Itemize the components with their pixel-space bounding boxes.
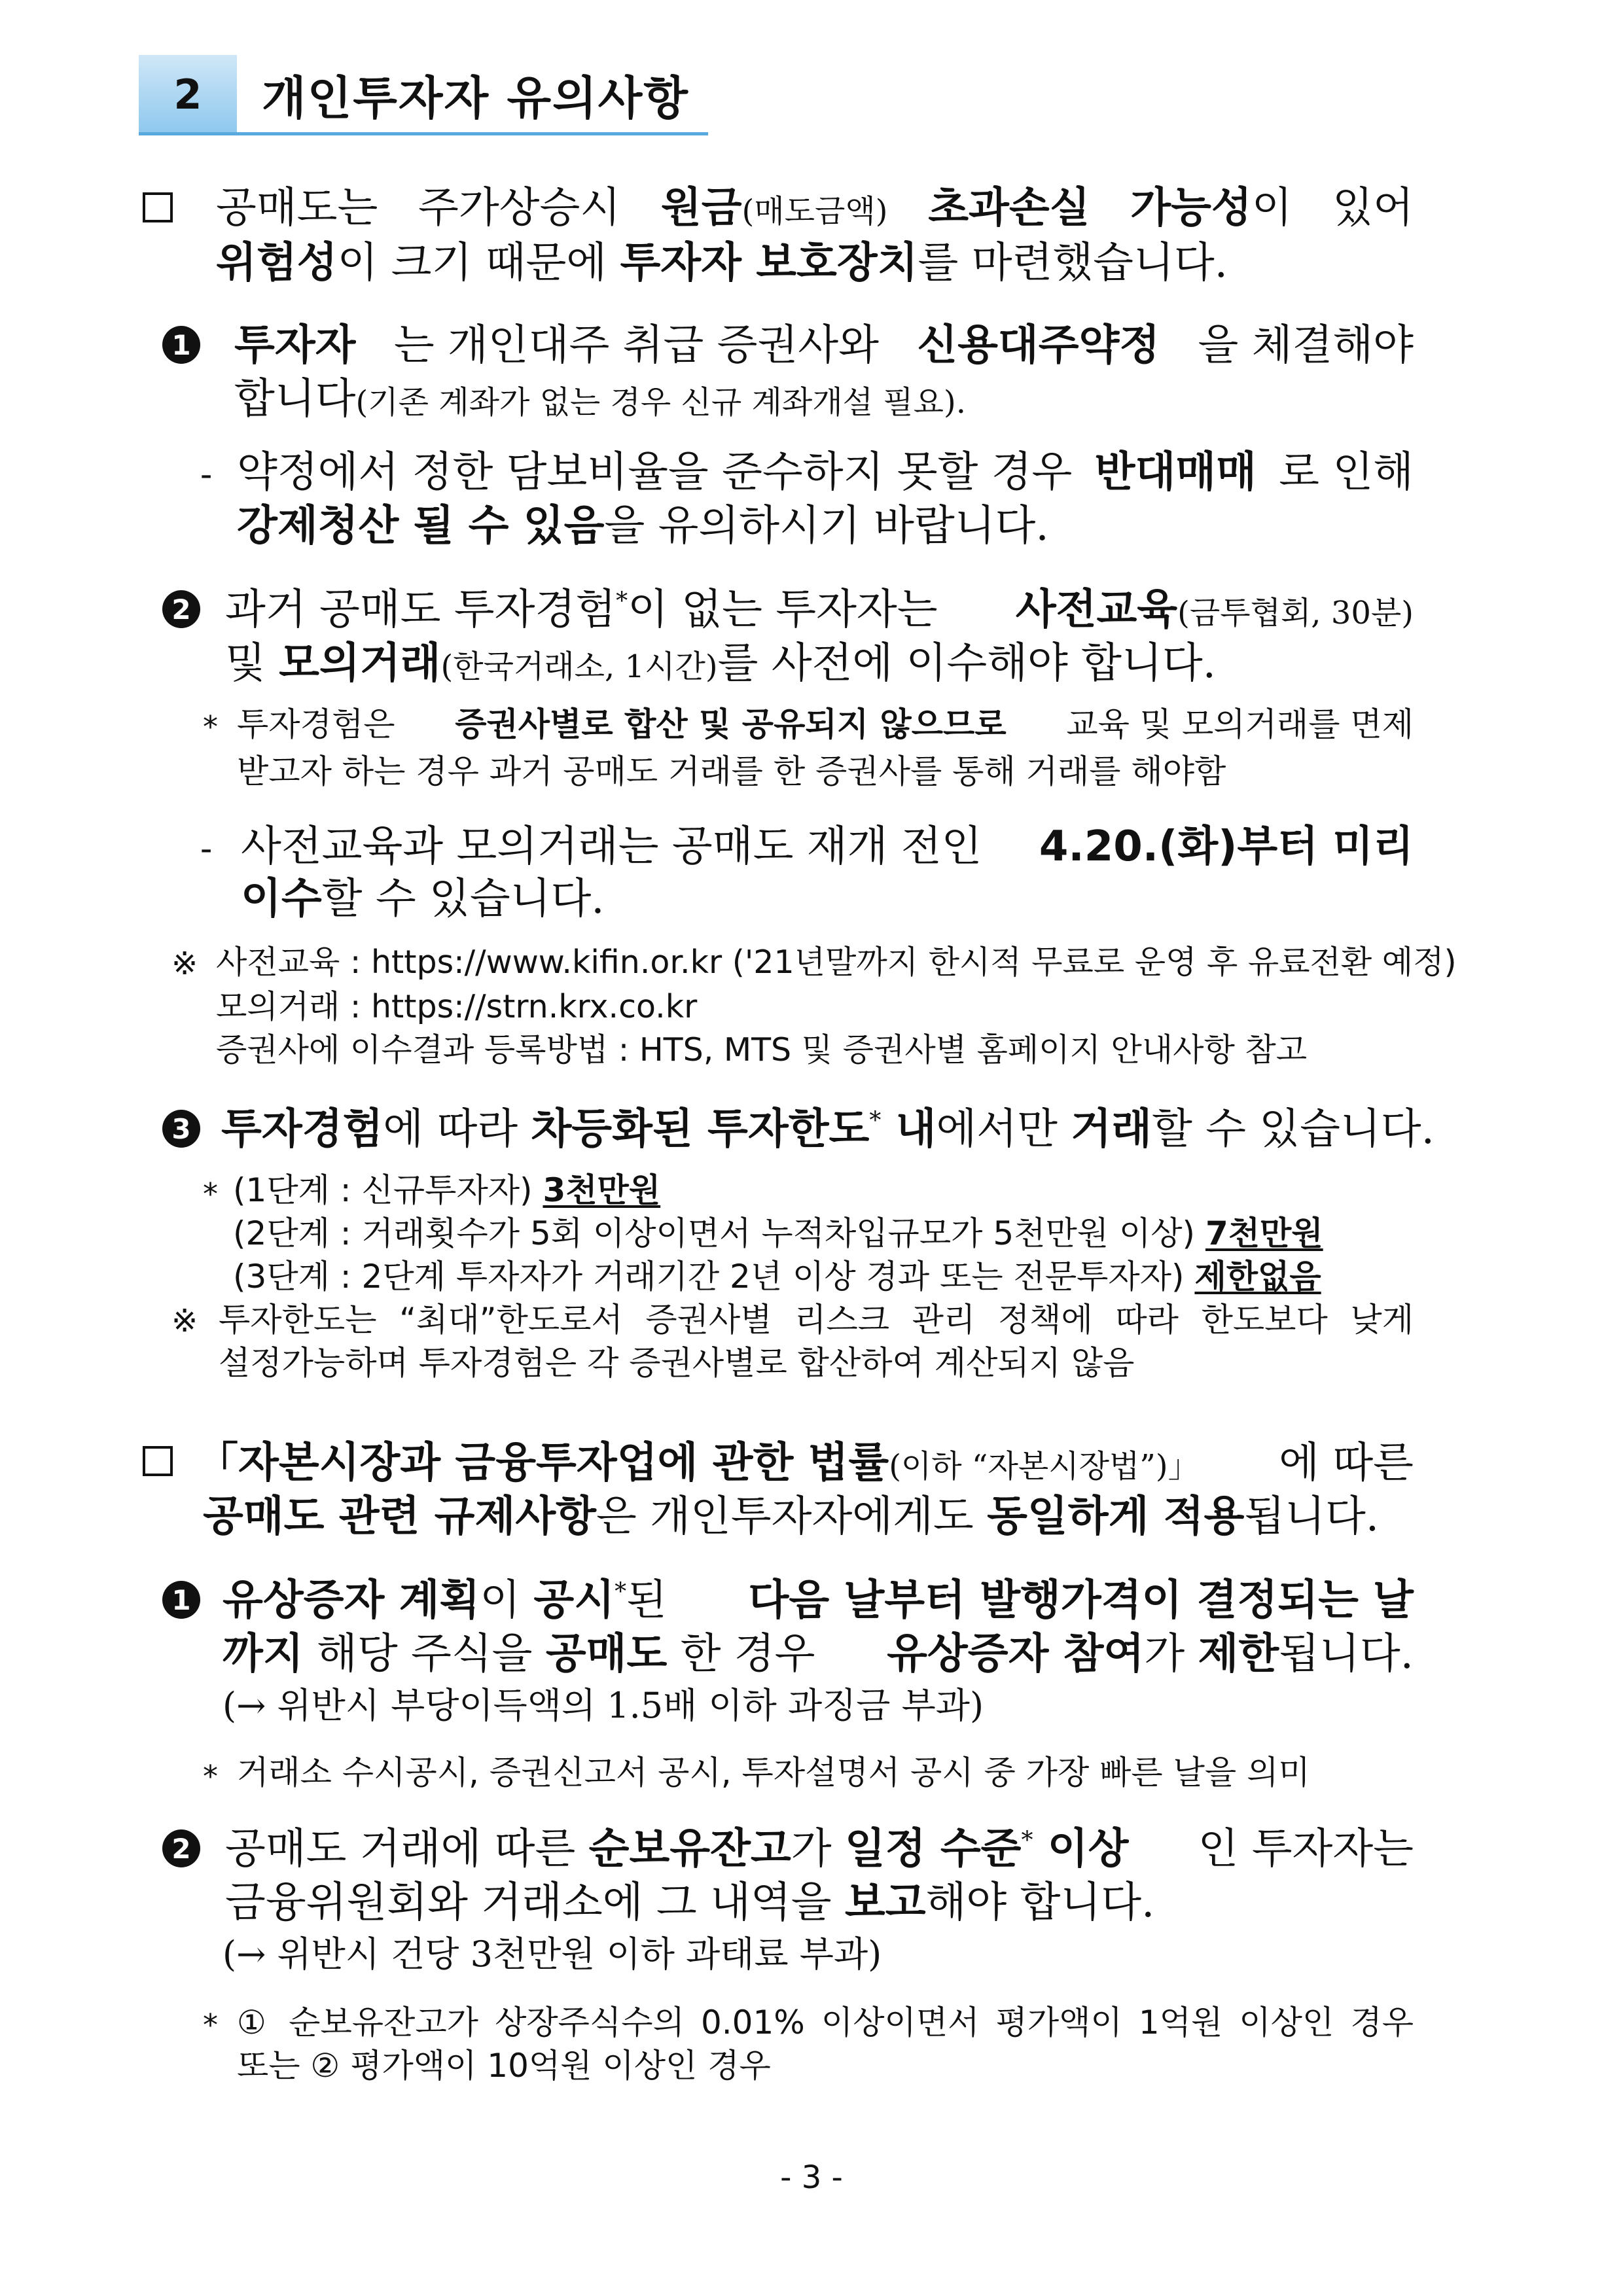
asterisk-marker: * — [203, 1176, 218, 1212]
checkbox-bullet-icon — [143, 192, 173, 222]
i2-dash-line-2: 이수할 수 있습니다. — [241, 875, 605, 923]
i2-ref-line-2: 모의거래 : https://strn.krx.co.kr — [216, 988, 698, 1025]
j2-note-line-2: 또는 ② 평가액이 10억원 이상인 경우 — [237, 2047, 771, 2085]
number-2-icon: 2 — [162, 1829, 200, 1867]
j2-line-3: (→ 위반시 건당 3천만원 이하 과태료 부과) — [223, 1934, 882, 1975]
i1-dash-line-2: 강제청산 될 수 있음을 유의하시기 바랍니다. — [237, 502, 1049, 550]
i2-ref-line-3: 증권사에 이수결과 등록방법 : HTS, MTS 및 증권사별 홈페이지 안내사항 참고 — [216, 1031, 1308, 1069]
reference-marker: ※ — [171, 1303, 198, 1339]
j2-line-2: 금융위원회와 거래소에 그 내역을 보고해야 합니다. — [225, 1879, 1155, 1927]
i1-line-1: 투자자 는 개인대주 취급 증권사와 신용대주약정 을 체결해야 — [234, 321, 1414, 370]
number-1-icon: 1 — [162, 1581, 200, 1619]
section-title: 개인투자자 유의사항 — [262, 71, 689, 125]
section-number: 2 — [139, 55, 237, 133]
i3-ref-line-2: 설정가능하며 투자경험은 각 증권사별로 합산하여 계산되지 않음 — [219, 1344, 1135, 1382]
i1-dash-line-1: 약정에서 정한 담보비율을 준수하지 못할 경우 반대매매 로 인해 — [237, 448, 1414, 497]
i2-line-1: 과거 공매도 투자경험*이 없는 투자자는 사전교육(금투협회, 30분) — [225, 586, 1414, 634]
i2-note-line-1: 투자경험은 증권사별로 합산 및 공유되지 않으므로 교육 및 모의거래를 면제 — [237, 705, 1414, 743]
checkbox-bullet-icon — [143, 1446, 173, 1476]
i2-dash-line-1: 사전교육과 모의거래는 공매도 재개 전인 4.20.(화)부터 미리 — [241, 822, 1414, 871]
page-number: - 3 - — [780, 2159, 843, 2196]
i3-ref-line-1: 투자한도는 “최대”한도로서 증권사별 리스크 관리 정책에 따라 한도보다 낮게 — [219, 1301, 1414, 1339]
s2-line-1: 「자본시장과 금융투자업에 관한 법률(이하 “자본시장법”)」 에 따른 — [196, 1439, 1414, 1487]
asterisk-marker: * — [203, 2007, 218, 2043]
i3-line-1: 투자경험에 따라 차등화된 투자한도* 내에서만 거래할 수 있습니다. — [221, 1105, 1435, 1154]
j2-line-1: 공매도 거래에 따른 순보유잔고가 일정 수준* 이상 인 투자자는 — [225, 1825, 1414, 1873]
number-2-icon: 2 — [162, 590, 200, 628]
dash-marker: - — [200, 828, 213, 869]
j1-line-3: (→ 위반시 부당이득액의 1.5배 이하 과징금 부과) — [223, 1685, 984, 1726]
i2-ref-line-1: 사전교육 : https://www.kifin.or.kr ('21년말까지 한시적 무료로 운영 후 유료전환 예정) — [216, 944, 1457, 981]
dash-marker: - — [200, 453, 213, 495]
i2-note-line-2: 받고자 하는 경우 과거 공매도 거래를 한 증권사를 통해 거래를 해야함 — [237, 752, 1226, 790]
section-header — [139, 55, 689, 133]
asterisk-marker: * — [203, 709, 218, 745]
reference-marker: ※ — [171, 945, 198, 982]
j2-note-line-1: ① 순보유잔고가 상장주식수의 0.01% 이상이면서 평가액이 1억원 이상인 경우 — [237, 2004, 1414, 2041]
tier-3-line: (3단계 : 2단계 투자자가 거래기간 2년 이상 경과 또는 전문투자자) 제한없음 — [233, 1258, 1321, 1296]
s2-line-2: 공매도 관련 규제사항은 개인투자자에게도 동일하게 적용됩니다. — [203, 1492, 1380, 1541]
j1-note-line: 거래소 수시공시, 증권신고서 공시, 투자설명서 공시 중 가장 빠른 날을 의미 — [237, 1754, 1310, 1792]
tier-2-line: (2단계 : 거래횟수가 5회 이상이면서 누적차입규모가 5천만원 이상) 7천만원 — [233, 1214, 1323, 1252]
s1-line-1: 공매도는 주가상승시 원금(매도금액) 초과손실 가능성이 있어 — [216, 184, 1414, 232]
tier-1-line: (1단계 : 신규투자자) 3천만원 — [233, 1171, 661, 1209]
j1-line-1: 유상증자 계획이 공시*된 다음 날부터 발행가격이 결정되는 날 — [223, 1576, 1414, 1625]
number-1-icon: 1 — [162, 326, 200, 364]
j1-line-2: 까지 해당 주식을 공매도 한 경우 유상증자 참여가 제한됩니다. — [223, 1630, 1414, 1678]
section-underline — [139, 132, 708, 135]
asterisk-marker: * — [203, 1759, 218, 1794]
i1-line-2: 합니다(기존 계좌가 없는 경우 신규 계좌개설 필요). — [234, 375, 966, 423]
s1-line-2: 위험성이 크기 때문에 투자자 보호장치를 마련했습니다. — [216, 239, 1228, 287]
i2-line-2: 및 모의거래(한국거래소, 1시간)를 사전에 이수해야 합니다. — [225, 639, 1217, 688]
number-3-icon: 3 — [162, 1110, 200, 1148]
